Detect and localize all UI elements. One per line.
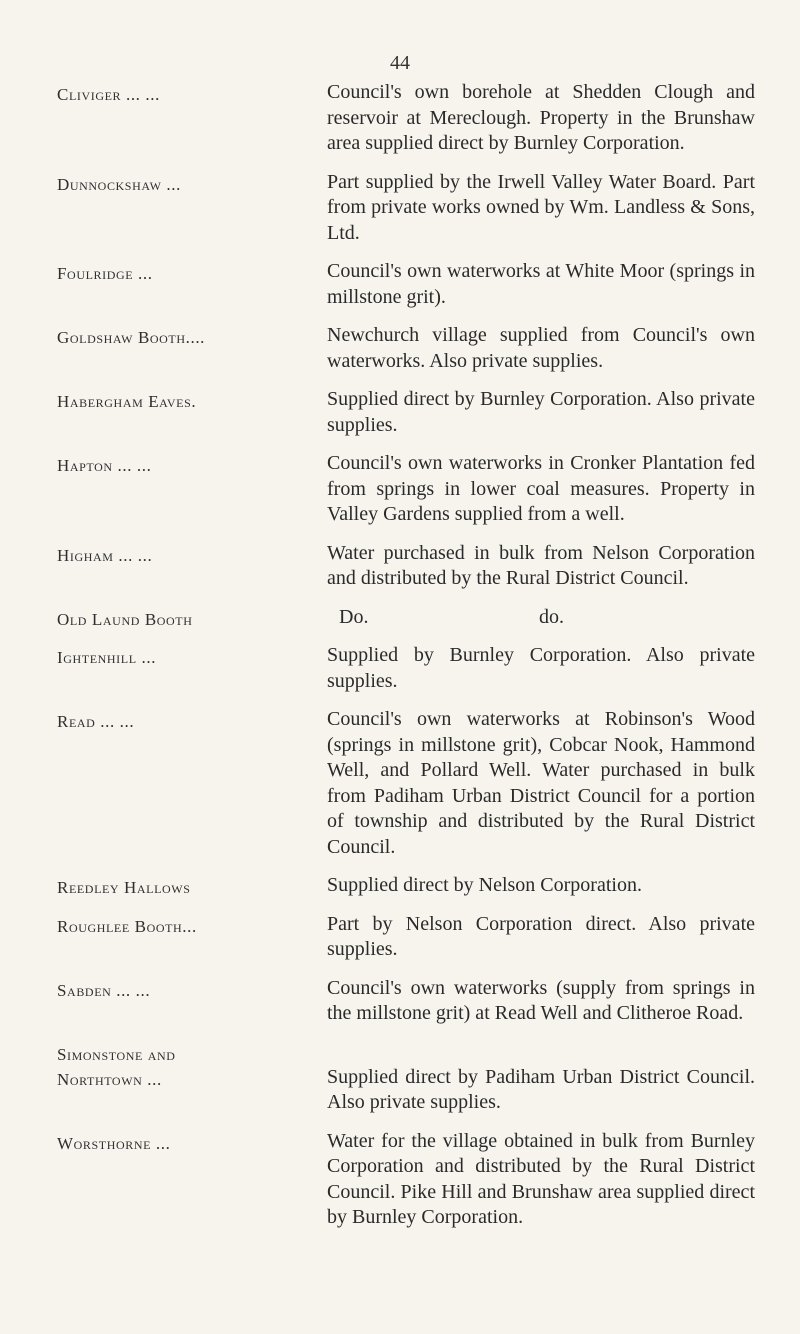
entry-simonstone-and-northtown [0,1040,800,1116]
entry-name: Foulridge ... [57,264,153,283]
entry-name: Goldshaw Booth.... [57,328,206,347]
entry-old-laund-booth [0,605,800,631]
entry-reedley-hallows [0,873,800,899]
entry-text: Part supplied by the Irwell Valley Water Board. Part from private works owned by Wm. Landless & Sons, Ltd. [327,170,755,244]
entry-hapton [0,451,800,528]
ditto-right: do. [539,605,564,628]
entry-name: Higham ... ... [57,545,153,565]
entry-name: Sabden ... ... [57,980,151,1000]
entry-habergham-eaves [0,387,800,438]
entry-text: Council's own waterworks (supply from springs in the millstone grit) at Read Well and Clitheroe Road. [327,976,755,1024]
entry-text: Supplied by Burnley Corporation. Also private supplies. [327,644,755,692]
entry-text: Supplied direct by Nelson Corporation. [327,874,642,896]
entry-name: Old Laund Booth [57,609,193,629]
entry-name: Reedley Hallows [57,878,191,897]
entry-text: Newchurch village supplied from Council's own waterworks. Also private supplies. [327,324,755,372]
entries-list [0,80,800,1244]
entry-text: Supplied direct by Padiham Urban District Council. Also private supplies. [327,1065,755,1113]
entry-name: Hapton ... ... [57,456,152,475]
entry-text: Supplied direct by Burnley Corporation. Also private supplies. [327,388,755,436]
entry-name: Roughlee Booth... [57,916,197,936]
entry-text: Council's own waterworks in Cronker Plantation fed from springs in lower coal measures. Property in Valley Gardens supplied from a well. [327,452,755,525]
ditto-left: Do. [339,605,369,628]
entry-name [57,1042,327,1092]
entry-ightenhill [0,643,800,694]
entry-text: Water purchased in bulk from Nelson Corporation and distributed by the Rural District Council. [327,541,755,589]
entry-higham [0,541,800,592]
entry-name-line1: Simonstone and [57,1044,176,1064]
entry-name: Dunnockshaw ... [57,174,181,194]
entry-text [327,605,755,631]
entry-cliviger [0,80,800,157]
entry-dunnockshaw [0,170,800,247]
entry-foulridge [0,259,800,310]
entry-name: Cliviger ... ... [57,85,160,104]
entry-name-line2: Northtown ... [57,1069,162,1089]
entry-sabden [0,976,800,1027]
entry-name: Habergham Eaves. [57,392,197,411]
entry-roughlee-booth [0,912,800,963]
entry-read [0,707,800,860]
entry-text: Council's own waterworks at Robinson's Wood (springs in millstone grit), Cobcar Nook, Hammond Well, and Pollard Well. Water purchased in bulk from Padiham Urban District Council for a portion of township and distributed by the Rural District Council. [327,708,755,858]
entry-text: Water for the village obtained in bulk from Burnley Corporation and distributed by the Rural District Council. Pike Hill and Brunshaw area supplied direct by Burnley Corporation. [327,1129,755,1228]
entry-worsthorne [0,1129,800,1231]
entry-text: Part by Nelson Corporation direct. Also private supplies. [327,912,755,960]
entry-name: Read ... ... [57,712,135,731]
entry-text: Council's own waterworks at White Moor (springs in millstone grit). [327,260,755,308]
entry-goldshaw-booth [0,323,800,374]
entry-name: Worsthorne ... [57,1133,171,1153]
entry-text: Council's own borehole at Shedden Clough and reservoir at Mereclough. Property in the Brunshaw area supplied direct by Burnley Corporation. [327,81,755,154]
entry-name: Ightenhill ... [57,648,157,667]
page-number: 44 [390,52,410,74]
